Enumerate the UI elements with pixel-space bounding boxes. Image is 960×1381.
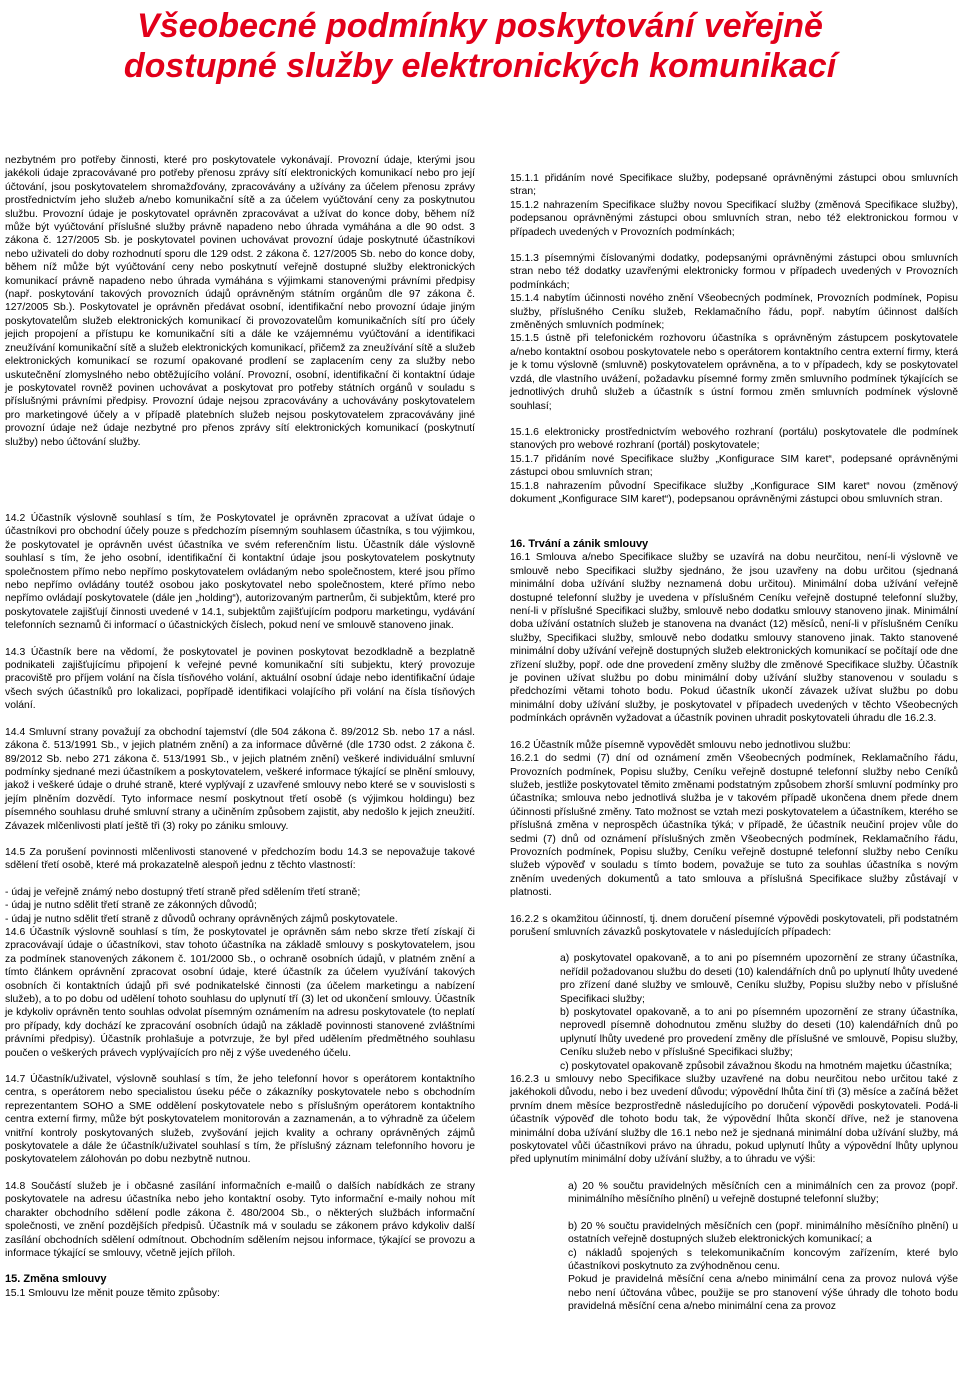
document-title [0, 0, 960, 86]
sub-item-c: c) nákladů spojených s telekomunikačním koncovým zařízením, které bylo účastníkovi poskytnuto za zvýhodněnou cenu. [568, 1247, 958, 1272]
paragraph-14-7: 14.7 Účastník/uživatel, výslovně souhlasí s tím, že jeho telefonní hovor s operátorem kontaktního centra, s operátorem nebo specialistou úseku péče o zákazníky poskytovatele nebo s obchodním reprezentantem SOHO a SME oddělení poskytovatele nebo s příslušným operátorem kontaktního centra externí firmy, může být poskytovatelem monitorován a zaznamenán, a to výhradně za účelem vnitřní kontroly poskytovaných služeb, zvyšování jejich kvality a ochrany oprávněných zájmů poskytovatele a dále že účastník/uživatel souhlasí s tím, že příslušný záznam telefonního hovoru je poskytovatelem zálohován po dobu nezbytně nutnou. [5, 1074, 475, 1166]
paragraph-14-3: 14.3 Účastník bere na vědomí, že poskytovatel je povinen poskytovat bezodkladně a bezplatně podnikateli zajišťujícímu připojení k veřejné pevné komunikační síti subjektu, který provozuje pracoviště pro příjem volání na čísla tísňového volání, aktuální osobní údaje nebo identifikační údaje všech svých účastníků pro lokalizaci, popřípadě identifikaci volajícího při volání na čísla tísňových volání. [5, 646, 475, 712]
list-item-c: c) poskytovatel opakovaně způsobil závažnou škodu na hmotném majetku účastníka; [560, 1060, 953, 1072]
left-column-bottom [5, 512, 475, 1300]
paragraph-14-6: 14.6 Účastník výslovně souhlasí s tím, že poskytovatel je oprávněn sám nebo skrze třetí získají či zpracovávají údaje o účastníkovi, stav tohoto účastníka na základě smlouvy s poskytovatelem, jsou za podmínek stanovených zákonem č. 101/2000 Sb., o ochraně osobních údajů, v platném znění a tímto článkem oprávnění zpracovat osobní údaje, které účastník za účelem využívání takových osobních či kontaktních údajů při své podnikatelské činnosti (za účelem marketingu a nabízení služeb), a to po dobu od udělení tohoto souhlasu do uplynutí tří (3) let od ukončení smlouvy. Účastník je kdykoliv oprávněn tento souhlas odvolat písemným oznámením na adresu poskytovatele (to neplatí pro případy, kdy dochází ke zpracování osobních údajů na základě povinnosti stanovené zvláštními právními předpisy). Účastník prohlašuje a potvrzuje, že byl před udělením předmětného souhlasu poučen o veškerých právech vyplývajících pro něj z výše uvedeného účelu. [5, 926, 475, 1059]
list-item-15-1-2: 15.1.2 nahrazením Specifikace služby novou Specifikací služby (změnová Specifikace služby), podepsanou oprávněnými zástupci obou smluvních stran, nebo též elektronickou formou v případech uvedených v Provozních podmínkách; [510, 199, 958, 238]
paragraph-16-2-2: 16.2.2 s okamžitou účinností, tj. dnem doručení písemné výpovědi poskytovateli, při podstatném porušení smluvních závazků poskytovatele v následujících případech: [510, 913, 958, 938]
left-column-top [5, 154, 475, 449]
list-item-15-1-5: 15.1.5 ústně při telefonickém rozhovoru účastníka s oprávněným zástupcem poskytovatele a/nebo kontaktní osobou poskytovatele nebo s operátorem kontaktního centra externí firmy, která je k tomu výslovně (smluvně) poskytovatelem oprávněna, a to v případech, kdy se poskytovatel vzdá, dle vlastního uvážení, požadavku písemné formy změn smluvního podmínek týkajících se jednotlivých druhů služeb a účastník s ústní formou změn smluvních podmínek výslovně souhlasí; [510, 333, 958, 412]
paragraph-16-2-1: 16.2.1 do sedmi (7) dní od oznámení změn Všeobecných podmínek, Reklamačního řádu, Provozních podmínek, Popisu služby, Ceníku veřejně dostupné telefonní služby nebo Ceníků služeb, jestliže poskytovatel těmito změnami podstatným způsobem zhorší smluvní podmínky pro účastníka; smlouva nebo jednotlivá služba je v takovém případě ukončena dnem přede dnem účinnosti příslušné změny. Tato možnost se vztah mezi poskytovatelem a účastníkem, kterého se příslušná změna v neprospěch účastníka týká; v případě, že účastník neučiní projev vůle do sedmi (7) dnů od oznámení příslušných změn Všeobecných podmínek, Reklamačního řádu, Provozních podmínek, Popisu služby, Ceníku veřejně dostupné telefonní služby nebo Ceníku služeb výpověď v souladu s tímto bodem, považuje se tuto za souhlas účastníka s novým zněním uvedených dokumentů a tato smlouva a příslušná Specifikace služby zůstávají v platnosti. [510, 753, 958, 899]
bullet-item: - údaj je nutno sdělit třetí straně ze zákonných důvodů; [5, 900, 257, 912]
paragraph-15-1: 15.1 Smlouvu lze měnit pouze těmito způsoby: [5, 1287, 220, 1299]
paragraph-data-processing: nezbytném pro potřeby činnosti, které pro poskytovatele vykonávají. Provozní údaje, kterými jsou jakékoli údaje zpracovávané pro potřeby přenosu zprávy sítí elektronických komunikací nebo pro její účtování, jsou poskytovatelem shromažďovány, zpracovávány a užívány za účelem přenosu zprávy prostřednictvím jeho služeb a/nebo komunikační sítě a za účelem vyúčtování ceny za poskytnutou službu. Provozní údaje je poskytovatel oprávněn zpracovávat a užívat do konce doby, během níž může být vyúčtování příslušné služby právně napadeno nebo úhrada vymáhána a dle 90 odst. 3 zákona č. 127/2005 Sb. je poskytovatel povinen uchovávat provozní údaje poskytnuté účastníkovi nebo uživateli do doby rozhodnutí sporu dle 129 odst. 2 zákona č. 127/2005 Sb. nebo do konce doby, během níž může být vyúčtování ceny nebo poskytnutí veřejně dostupné služby elektronických komunikací právně napadeno nebo úhrada vymáhána s výjimkami stanovenými právními předpisy (např. poskytování takových provozních údajů oprávněným státním orgánům dle 97 zákona č. 127/2005 Sb.). Poskytovatel je oprávněn předávat osobní, identifikační nebo provozní údaje jiným poskytovatelům služeb elektronických komunikací či provozovatelům komunikačních sítí pro účely jejich propojení a přístupu ke komunikační síti a dále ke vzájemnému vyúčtování a identifikaci zneužívání komunikační sítě a služeb elektronických komunikací, přičemž za zneužívání sítě a služeb elektronických komunikací se rozumí opakované prodlení se zaplacením ceny za služby nebo uskutečnění zlomyslného nebo obtěžujícího volání. Provozní, osobní, identifikační či kontaktní údaje je poskytovatel rovněž povinen uchovávat a poskytovat pro potřeby státních orgánů v souladu s příslušnými právními předpisy. Provozní údaje nejsou zpracovávány a uchovávány poskytovatelem pro marketingové účely a v případě platebních služeb nejsou poskytovatelem zpracovávány jiné provozní údaje než údaje nezbytné pro přenos zprávy sítí elektronických komunikací (poskytnutí služby) nebo účtování služby. [5, 155, 475, 448]
paragraph-16-2: 16.2 Účastník může písemně vypovědět smlouvu nebo jednotlivou službu: [510, 739, 851, 751]
list-item-a: a) poskytovatel opakovaně, a to ani po písemném upozornění ze strany účastníka, neřídil požadovanou službu do deseti (10) kalendářních dnů po uplynutí lhůty uvedené pro zřízení dané služby ve smlouvě, Ceníku služby, Popisu služby nebo v příslušné Specifikaci služby; [560, 953, 958, 1005]
bullet-item: - údaj je nutno sdělit třetí straně z důvodů ochrany oprávněných zájmů poskytovatele. [5, 913, 398, 925]
section-heading-15: 15. Změna smlouvy [5, 1273, 107, 1286]
right-column-bottom [510, 538, 958, 1314]
paragraph-16-1: 16.1 Smlouva a/nebo Specifikace služby se uzavírá na dobu neurčitou, není-li výslovně ve smlouvě nebo Specifikaci služby sjednáno, že jsou uzavřeny na dobu určitou (sjednaná minimální doba užívání služby neznamená dobu určitou). Minimální doba užívání veřejně dostupné telefonní služby je uvedena v příslušném Ceníku veřejně dostupné telefonní služby, není-li v příslušné Specifikaci služby, smlouvě nebo dodatku smlouvy stanoveno jinak. Minimální doba užívání ostatních služeb je stanovena na dvanáct (12) měsíců, není-li v příslušném Ceníku služby, Specifikaci služby, smlouvě nebo dodatku smlouvy stanoveno jinak. Takto stanovené minimální doby užívání veřejně dostupných služeb elektronických komunikací se počítají ode dne zřízení služby, popř. ode dne provedení změny služby dle změnové Specifikace služby. Účastník je povinen užívat službu po dobu minimální doby užívání služby stanovenou v souladu s předchozími větami tohoto bodu. Pokud účastník ukončí závazek užívat službu po dobu minimální doby užívání služby, je poskytovatel v případech uvedených v těchto Všeobecných podmínkách oprávněn vyžadovat a účastník povinen uhradit poskytovateli úhradu dle 16.2.3. [510, 552, 958, 725]
list-item-15-1-8: 15.1.8 nahrazením původní Specifikace služby „Konfigurace SIM karet“ novou (změnový dokument „Konfigurace SIM karet“), podepsanou oprávněnými zástupci obou smluvních stran. [510, 480, 958, 505]
title-line-2: dostupné služby elektronických komunikací [123, 47, 837, 85]
title-line-1: Všeobecné podmínky poskytování veřejně [137, 7, 823, 45]
section-heading-16: 16. Trvání a zánik smlouvy [510, 538, 649, 550]
right-column-top [510, 172, 958, 506]
paragraph-14-2: 14.2 Účastník výslovně souhlasí s tím, že Poskytovatel je oprávněn zpracovat a užívat údaje o účastníkovi pro obchodní účely pouze s předchozím písemným souhlasem účastníka, s tou výjimkou, že poskytovatel je oprávněn uvést účastníka ve svém referenčním listu. Účastník dále výslovně souhlasí s tím, že jeho osobní, identifikační či kontaktní údaje jsou poskytovatelem poskytnuty společnostem přímo nebo nepřímo poskytovatelem ovládaným nebo společnostem, které jsou přímo nebo nepřímo ovládány toutéž osobou jako poskytovatel nebo společnostem, které přímo nebo nepřímo ovládají poskytovatele (dále jen „holding“), autorizovaným partnerům, či subjektům, které pro poskytovatele zajišťují činnosti uvedené v 14.1, subjektům zajišťujícím podporu marketingu, vydávání telefonních seznamů či informací o účastnických číslech, pokud není ve smlouvě stanoveno jinak. [5, 513, 475, 632]
paragraph-14-5: 14.5 Za porušení povinnosti mlčenlivosti stanovené v předchozím bodu 14.3 se nepovažuje takové sdělení třetí osobě, které má prokazatelně alespoň jednu z těchto vlastností: [5, 846, 475, 872]
list-item-15-1-6: 15.1.6 elektronicky prostřednictvím webového rozhraní (portálu) poskytovatele dle podmínek stanových pro webové rozhraní (portál) poskytovatele; [510, 426, 958, 452]
list-item-15-1-4: 15.1.4 nabytím účinnosti nového znění Všeobecných podmínek, Provozních podmínek, Popisu služby, příslušného Ceníku služeb, Reklamačního řádu, popř. nabytím účinnost dalších změněných smluvních podmínek; [510, 293, 958, 332]
list-item-15-1-1: 15.1.1 přidáním nové Specifikace služby, podepsané oprávněnými zástupci obou smluvních stran; [510, 173, 958, 198]
tail-paragraph: Pokud je pravidelná měsíční cena a/nebo minimální cena za provoz nulová výše nebo není účtována vůbec, použije se pro stanovení výše úhrady dle tohoto bodu pravidelná měsíční cena a/nebo minimální cena za provoz [568, 1274, 958, 1313]
list-item-15-1-7: 15.1.7 přidáním nové Specifikace služby „Konfigurace SIM karet“, podepsané oprávněnými zástupci obou smluvních stran; [510, 453, 958, 479]
list-item-b: b) poskytovatel opakovaně, a to ani po písemném upozornění ze strany účastníka, neprovedl písemně dohodnutou změnu služby do deseti (10) kalendářních dnů po uplynutí lhůty uvedené pro provedení změny dle příslušné ve smlouvě, Popisu služby, Ceníku služeb nebo v příslušné Specifikaci služby; [560, 1007, 958, 1059]
sub-item-b: b) 20 % součtu pravidelných měsíčních cen (popř. minimálního měsíčního plnění) u ostatních veřejně dostupných služeb elektronických komunikací; a [568, 1220, 958, 1246]
list-item-15-1-3: 15.1.3 písemnými číslovanými dodatky, podepsanými oprávněnými zástupci obou smluvních stran nebo též dodatky uzavřenými elektronicky formou v případech uvedených v Provozních podmínkách; [510, 253, 958, 291]
paragraph-14-8: 14.8 Součástí služeb je i občasné zasílání informačních e-mailů o dalších nabídkách ze strany poskytovatele na adresu účastníka nebo jeho kontaktní osoby. Tyto informační e-maily nohou mít charakter obchodního sdělení podle zákona č. 480/2004 Sb., o některých službách informační společnosti, ve znění pozdějších předpisů. Účastník má v souladu se zákonem právo kdykoliv další zasílání obchodních sdělení odmítnout. Obchodním sdělením nejsou informace, týkající se provozu a informace týkající se smlouvy, včetně jejích příloh. [5, 1180, 475, 1259]
paragraph-14-4: 14.4 Smluvní strany považují za obchodní tajemství (dle 504 zákona č. 89/2012 Sb. nebo 17 a násl. zákona č. 513/1991 Sb., v jejich platném znění) a za informace důvěrné (dle 1730 odst. 2 zákona č. 89/2012 Sb. nebo 271 zákona č. 513/1991 Sb., v jejich platném znění) veškeré individuální smluvní podmínky sjednané mezi účastníkem a poskytovatelem, veškeré informace týkající se plnění smlouvy, jakož i veškeré údaje o druhé straně, které vyplývají z uzavřené smlouvy nebo které se v souvislosti s jejím plněním dozvědí. Tyto informace nesmí poskytnout třetí osobě (s výjimkou holdingu) bez písemného souhlasu druhé smluvní strany a učiněním způsobem zajistit, aby nedošlo k jejich zneužití. Závazek mlčenlivosti platí ještě tři (3) roky po zániku smlouvy. [5, 726, 475, 832]
paragraph-16-2-3: 16.2.3 u smlouvy nebo Specifikace služby uzavřené na dobu neurčitou nebo určitou také z jakéhokoli důvodu, nebo i bez uvedení důvodu; výpovědní lhůta činí tři (3) měsíce a začíná běžet prvním dnem měsíce bezprostředně následujícího po doručení výpovědi poskytovateli. Podá-li účastník výpověď dle tohoto bodu tak, že výpovědní lhůta skončí dříve, než je stanovena minimální doba užívání služby dle 16.1 nebo než je sjednaná minimální doba užívání služby, má poskytovatel vůči účastníkovi právo na úhradu, pokud uplynutí lhůty a výpovědní lhůty uplynou před uplynutím minimální doby užívání služby, a to úhradu ve výši: [510, 1074, 958, 1166]
sub-item-a: a) 20 % součtu pravidelných měsíčních cen a minimálních cen za provoz (popř. minimálního měsíčního plnění) u veřejně dostupné telefonní služby; [568, 1180, 958, 1206]
bullet-item: - údaj je veřejně známý nebo dostupný třetí straně před sdělením třetí straně; [5, 886, 361, 898]
